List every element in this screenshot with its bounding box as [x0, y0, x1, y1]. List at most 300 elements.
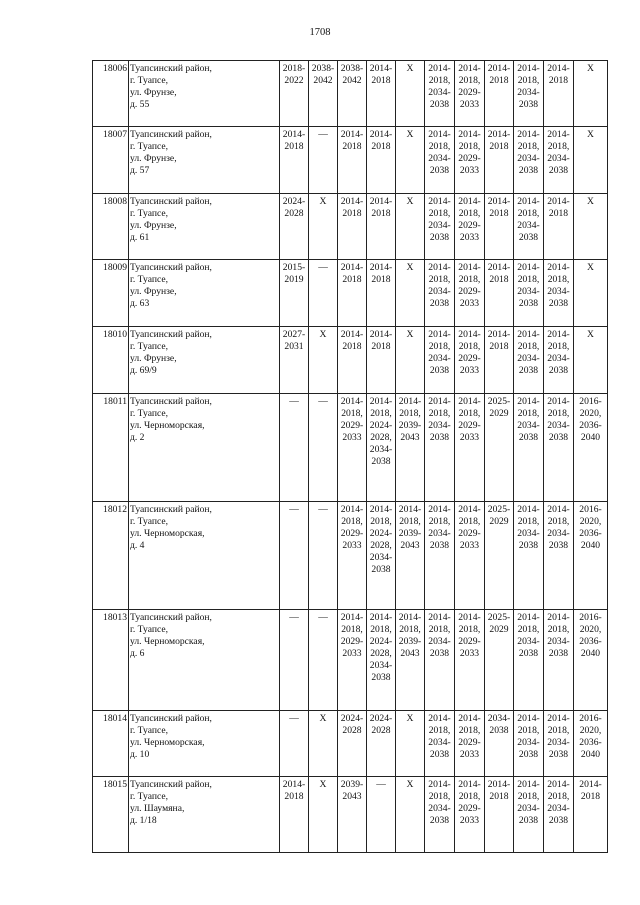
- period-cell: [544, 610, 574, 711]
- period-line: 2024-: [369, 636, 393, 647]
- period-cell: [425, 777, 455, 853]
- period-line: 2018,: [341, 624, 363, 635]
- row-id-cell: 18015: [93, 777, 129, 853]
- period-line: 2034-: [428, 528, 451, 539]
- table-row: [93, 194, 608, 260]
- period-line: —: [289, 713, 299, 724]
- period-cell: [338, 777, 367, 853]
- period-cell: [544, 394, 574, 502]
- period-line: X: [406, 262, 414, 273]
- period-line: 2014-: [547, 779, 570, 790]
- period-cell: [309, 502, 338, 610]
- period-cell: [309, 327, 338, 394]
- period-line: 2018,: [458, 75, 481, 86]
- period-cell: [280, 194, 309, 260]
- period-line: 2034-: [517, 737, 540, 748]
- address-line: г. Туапсе,: [130, 75, 168, 86]
- period-line: 2038: [429, 648, 450, 659]
- period-line: 2029-: [458, 420, 481, 431]
- period-line: 2033: [459, 99, 480, 110]
- period-line: 2018,: [547, 408, 570, 419]
- address-cell: [129, 502, 280, 610]
- period-line: 2033: [459, 648, 480, 659]
- row-id-cell: 18008: [93, 194, 129, 260]
- period-line: 2038: [518, 365, 539, 376]
- period-line: X: [406, 329, 414, 340]
- period-line: 2014-: [340, 129, 364, 140]
- period-line: 2042: [342, 75, 362, 86]
- period-line: 2014-: [487, 129, 511, 140]
- period-cell: [544, 260, 574, 327]
- period-line: 2024-: [369, 420, 393, 431]
- period-cell: [485, 502, 514, 610]
- period-line: 2014-: [517, 262, 540, 273]
- period-line: —: [318, 396, 328, 407]
- period-cell: [367, 327, 396, 394]
- period-line: 2018,: [547, 725, 570, 736]
- period-line: 2016-: [579, 396, 602, 407]
- period-line: 2014-: [547, 63, 570, 74]
- period-line: 2038: [518, 232, 539, 243]
- period-cell: [338, 327, 367, 394]
- period-line: 2014-: [458, 504, 481, 515]
- period-line: 2018,: [517, 208, 540, 219]
- period-line: X: [587, 262, 594, 273]
- period-line: 2018: [342, 274, 362, 285]
- period-line: —: [318, 262, 328, 273]
- period-line: 2018,: [517, 408, 540, 419]
- period-line: 2038: [518, 298, 539, 309]
- period-line: 2038: [548, 365, 569, 376]
- period-cell: [574, 777, 608, 853]
- period-line: 2024-: [282, 196, 306, 207]
- period-line: X: [319, 713, 327, 724]
- period-line: 2014-: [579, 779, 602, 790]
- address-cell: [129, 394, 280, 502]
- period-line: 2018,: [458, 725, 481, 736]
- period-cell: [514, 260, 544, 327]
- period-line: 2018: [371, 75, 391, 86]
- period-cell: [455, 394, 485, 502]
- period-line: 2033: [459, 432, 480, 443]
- period-line: 2038: [429, 165, 450, 176]
- period-cell: [425, 127, 455, 194]
- period-line: 2038: [518, 648, 539, 659]
- period-line: 2038: [429, 432, 450, 443]
- period-line: 2034-: [428, 87, 451, 98]
- period-line: 2038: [548, 165, 569, 176]
- period-line: 2034-: [517, 153, 540, 164]
- period-line: 2028,: [370, 540, 392, 551]
- period-line: 2020,: [579, 725, 602, 736]
- row-id-cell: 18014: [93, 711, 129, 777]
- period-line: 2033: [342, 540, 362, 551]
- period-line: 2018: [489, 141, 509, 152]
- period-line: 2018: [284, 791, 304, 802]
- period-line: 2024-: [369, 713, 393, 724]
- period-line: 2014-: [517, 504, 540, 515]
- period-line: —: [318, 129, 328, 140]
- table-row: [93, 260, 608, 327]
- table-row: [93, 394, 608, 502]
- period-cell: [574, 61, 608, 127]
- period-line: 2018,: [547, 274, 570, 285]
- period-line: 2040: [580, 540, 601, 551]
- period-line: 2018: [489, 791, 509, 802]
- period-line: 2014-: [369, 129, 393, 140]
- address-line: Туапсинский район,: [130, 504, 212, 515]
- period-line: 2014-: [517, 612, 540, 623]
- period-line: 2014-: [369, 504, 393, 515]
- period-cell: [514, 127, 544, 194]
- period-cell: [455, 711, 485, 777]
- period-line: 2038: [429, 540, 450, 551]
- period-cell: [485, 61, 514, 127]
- period-line: 2014-: [547, 504, 570, 515]
- period-cell: [396, 327, 425, 394]
- period-cell: [455, 777, 485, 853]
- period-line: X: [406, 713, 414, 724]
- period-line: 2018,: [341, 408, 363, 419]
- period-line: 2038: [518, 165, 539, 176]
- period-line: 2014-: [428, 262, 451, 273]
- period-line: 2018: [489, 274, 509, 285]
- period-line: 2029-: [458, 353, 481, 364]
- period-line: 2018-: [282, 63, 306, 74]
- period-cell: [367, 260, 396, 327]
- period-cell: [514, 711, 544, 777]
- period-line: 2014-: [340, 329, 364, 340]
- period-line: 2024-: [340, 713, 364, 724]
- period-cell: [425, 61, 455, 127]
- period-line: 2034-: [547, 528, 570, 539]
- period-line: 2042: [313, 75, 333, 86]
- period-line: 2025-: [487, 504, 511, 515]
- period-line: 2018: [371, 274, 391, 285]
- address-line: г. Туапсе,: [130, 725, 168, 736]
- period-line: 2038: [518, 815, 539, 826]
- period-line: 2014-: [340, 504, 364, 515]
- period-line: 2014-: [428, 196, 451, 207]
- address-line: г. Туапсе,: [130, 516, 168, 527]
- table-row: [93, 502, 608, 610]
- period-line: 2018,: [517, 341, 540, 352]
- period-line: 2014-: [547, 196, 570, 207]
- address-line: д. 63: [130, 298, 150, 309]
- period-cell: [514, 327, 544, 394]
- period-cell: [455, 502, 485, 610]
- row-id-cell: 18011: [93, 394, 129, 502]
- period-line: X: [319, 779, 327, 790]
- period-line: 2020,: [579, 516, 602, 527]
- period-line: 2034-: [428, 737, 451, 748]
- period-cell: [544, 502, 574, 610]
- period-line: 2038: [518, 540, 539, 551]
- period-line: 2034-: [547, 353, 570, 364]
- address-line: Туапсинский район,: [130, 63, 212, 74]
- period-cell: [574, 610, 608, 711]
- period-cell: [514, 502, 544, 610]
- period-cell: [425, 194, 455, 260]
- period-line: 2018,: [517, 791, 540, 802]
- period-line: X: [587, 63, 594, 74]
- period-line: 2028,: [370, 432, 392, 443]
- period-cell: [280, 610, 309, 711]
- period-line: 2038: [429, 365, 450, 376]
- period-cell: [485, 711, 514, 777]
- period-line: 2038-: [340, 63, 364, 74]
- table-body: [93, 61, 608, 853]
- period-line: 2018,: [517, 75, 540, 86]
- period-cell: [280, 61, 309, 127]
- period-line: 2014-: [517, 196, 540, 207]
- period-line: 2029-: [458, 803, 481, 814]
- period-line: 2034-: [547, 286, 570, 297]
- period-line: 2014-: [547, 129, 570, 140]
- period-line: 2029-: [458, 737, 481, 748]
- period-cell: [544, 327, 574, 394]
- period-cell: [367, 194, 396, 260]
- period-line: 2014-: [517, 713, 540, 724]
- table-row: [93, 127, 608, 194]
- address-line: г. Туапсе,: [130, 791, 168, 802]
- period-line: 2034-: [517, 286, 540, 297]
- period-line: 2043: [400, 648, 420, 659]
- period-cell: [514, 194, 544, 260]
- period-line: 2034-: [428, 420, 451, 431]
- period-line: 2018,: [547, 624, 570, 635]
- period-line: 2038: [518, 432, 539, 443]
- period-cell: [485, 260, 514, 327]
- address-line: г. Туапсе,: [130, 141, 168, 152]
- period-line: 2018: [580, 791, 601, 802]
- period-line: 2014-: [282, 129, 306, 140]
- period-cell: [396, 61, 425, 127]
- period-line: 2018,: [370, 516, 392, 527]
- period-line: 2039-: [398, 528, 422, 539]
- period-line: 2038: [548, 432, 569, 443]
- period-cell: [485, 777, 514, 853]
- table-row: [93, 61, 608, 127]
- address-line: г. Туапсе,: [130, 274, 168, 285]
- period-line: 2038: [548, 648, 569, 659]
- address-line: г. Туапсе,: [130, 208, 168, 219]
- period-line: 2031: [284, 341, 304, 352]
- period-line: 2034-: [547, 153, 570, 164]
- table-row: [93, 610, 608, 711]
- period-line: 2018,: [428, 725, 451, 736]
- period-line: 2018: [548, 208, 569, 219]
- period-cell: [309, 61, 338, 127]
- period-line: 2014-: [398, 612, 422, 623]
- period-line: 2018: [489, 75, 509, 86]
- address-cell: [129, 194, 280, 260]
- period-line: 2018: [489, 208, 509, 219]
- period-line: 2034-: [547, 420, 570, 431]
- period-line: 2014-: [458, 63, 481, 74]
- period-line: X: [406, 196, 414, 207]
- period-line: 2025-: [487, 612, 511, 623]
- address-line: д. 69/9: [130, 365, 157, 376]
- period-line: —: [289, 396, 299, 407]
- row-id-cell: 18007: [93, 127, 129, 194]
- period-line: 2018,: [399, 624, 421, 635]
- period-line: 2034-: [517, 636, 540, 647]
- address-line: д. 1/18: [130, 815, 157, 826]
- period-line: 2014-: [517, 329, 540, 340]
- address-line: ул. Шаумяна,: [130, 803, 185, 814]
- period-line: 2014-: [398, 396, 422, 407]
- period-line: 2018: [548, 75, 569, 86]
- period-cell: [396, 394, 425, 502]
- address-cell: [129, 327, 280, 394]
- period-cell: [367, 777, 396, 853]
- period-line: X: [406, 779, 414, 790]
- period-cell: [574, 394, 608, 502]
- period-line: —: [318, 612, 328, 623]
- period-cell: [309, 194, 338, 260]
- table-row: [93, 777, 608, 853]
- address-line: д. 10: [130, 749, 150, 760]
- period-line: 2034-: [369, 444, 393, 455]
- period-line: 2018: [342, 208, 362, 219]
- period-line: 2018,: [458, 624, 481, 635]
- period-line: 2018,: [458, 208, 481, 219]
- period-line: 2024-: [369, 528, 393, 539]
- period-cell: [309, 777, 338, 853]
- period-line: 2034-: [547, 803, 570, 814]
- period-line: 2014-: [458, 779, 481, 790]
- address-line: д. 2: [130, 432, 145, 443]
- period-line: 2015-: [282, 262, 306, 273]
- period-line: 2014-: [369, 196, 393, 207]
- period-cell: [574, 127, 608, 194]
- period-line: 2022: [284, 75, 304, 86]
- row-id-cell: 18006: [93, 61, 129, 127]
- period-cell: [396, 194, 425, 260]
- period-cell: [338, 610, 367, 711]
- period-line: X: [587, 196, 594, 207]
- period-cell: [574, 502, 608, 610]
- period-line: 2014-: [428, 329, 451, 340]
- period-line: 2038: [371, 456, 391, 467]
- period-cell: [425, 327, 455, 394]
- period-line: 2039-: [398, 420, 422, 431]
- row-id-cell: 18012: [93, 502, 129, 610]
- period-line: 2020,: [579, 624, 602, 635]
- period-line: 2018,: [458, 341, 481, 352]
- address-line: г. Туапсе,: [130, 624, 168, 635]
- period-cell: [485, 610, 514, 711]
- period-cell: [338, 127, 367, 194]
- period-cell: [367, 610, 396, 711]
- period-line: 2034-: [428, 636, 451, 647]
- period-line: 2014-: [428, 713, 451, 724]
- address-cell: [129, 260, 280, 327]
- period-cell: [338, 394, 367, 502]
- period-line: 2018,: [428, 208, 451, 219]
- period-cell: [396, 711, 425, 777]
- period-line: X: [406, 129, 414, 140]
- address-line: д. 57: [130, 165, 150, 176]
- period-line: 2043: [342, 791, 362, 802]
- period-line: 2029: [489, 624, 509, 635]
- period-line: 2018,: [399, 408, 421, 419]
- period-line: 2043: [400, 432, 420, 443]
- period-cell: [338, 711, 367, 777]
- period-line: 2014-: [340, 262, 364, 273]
- period-line: 2018,: [428, 274, 451, 285]
- address-cell: [129, 777, 280, 853]
- period-cell: [574, 260, 608, 327]
- period-line: 2033: [342, 432, 362, 443]
- period-line: 2028: [342, 725, 362, 736]
- period-line: 2028: [371, 725, 391, 736]
- period-cell: [309, 711, 338, 777]
- period-cell: [367, 711, 396, 777]
- period-line: 2038: [489, 725, 509, 736]
- period-line: —: [318, 504, 328, 515]
- table-row: [93, 711, 608, 777]
- period-line: 2018,: [517, 141, 540, 152]
- period-cell: [309, 610, 338, 711]
- period-line: 2014-: [517, 779, 540, 790]
- address-cell: [129, 61, 280, 127]
- period-line: 2018,: [399, 516, 421, 527]
- period-line: 2018,: [458, 274, 481, 285]
- period-cell: [514, 61, 544, 127]
- period-line: 2014-: [458, 262, 481, 273]
- period-line: 2014-: [428, 63, 451, 74]
- period-line: 2014-: [487, 329, 511, 340]
- period-line: 2020,: [579, 408, 602, 419]
- period-line: 2016-: [579, 504, 602, 515]
- period-cell: [514, 394, 544, 502]
- period-cell: [455, 610, 485, 711]
- period-line: 2040: [580, 648, 601, 659]
- period-line: 2028,: [370, 648, 392, 659]
- period-cell: [367, 502, 396, 610]
- period-line: 2029: [489, 516, 509, 527]
- period-line: 2038-: [311, 63, 335, 74]
- period-cell: [309, 127, 338, 194]
- period-cell: [425, 502, 455, 610]
- period-line: 2014-: [517, 129, 540, 140]
- period-line: 2018: [284, 141, 304, 152]
- period-line: 2014-: [487, 63, 511, 74]
- period-cell: [367, 127, 396, 194]
- period-cell: [396, 260, 425, 327]
- period-line: 2033: [459, 365, 480, 376]
- address-line: Туапсинский район,: [130, 196, 212, 207]
- period-line: 2018,: [517, 624, 540, 635]
- address-cell: [129, 711, 280, 777]
- period-cell: [455, 127, 485, 194]
- period-cell: [544, 194, 574, 260]
- address-line: ул. Фрунзе,: [130, 87, 177, 98]
- address-line: г. Туапсе,: [130, 408, 168, 419]
- period-line: 2033: [342, 648, 362, 659]
- period-cell: [338, 502, 367, 610]
- period-line: 2014-: [487, 196, 511, 207]
- period-line: 2036-: [579, 420, 602, 431]
- period-line: 2018,: [547, 341, 570, 352]
- period-line: 2014-: [458, 612, 481, 623]
- period-cell: [280, 260, 309, 327]
- period-line: —: [376, 779, 386, 790]
- period-line: 2029: [489, 408, 509, 419]
- period-line: 2038: [548, 298, 569, 309]
